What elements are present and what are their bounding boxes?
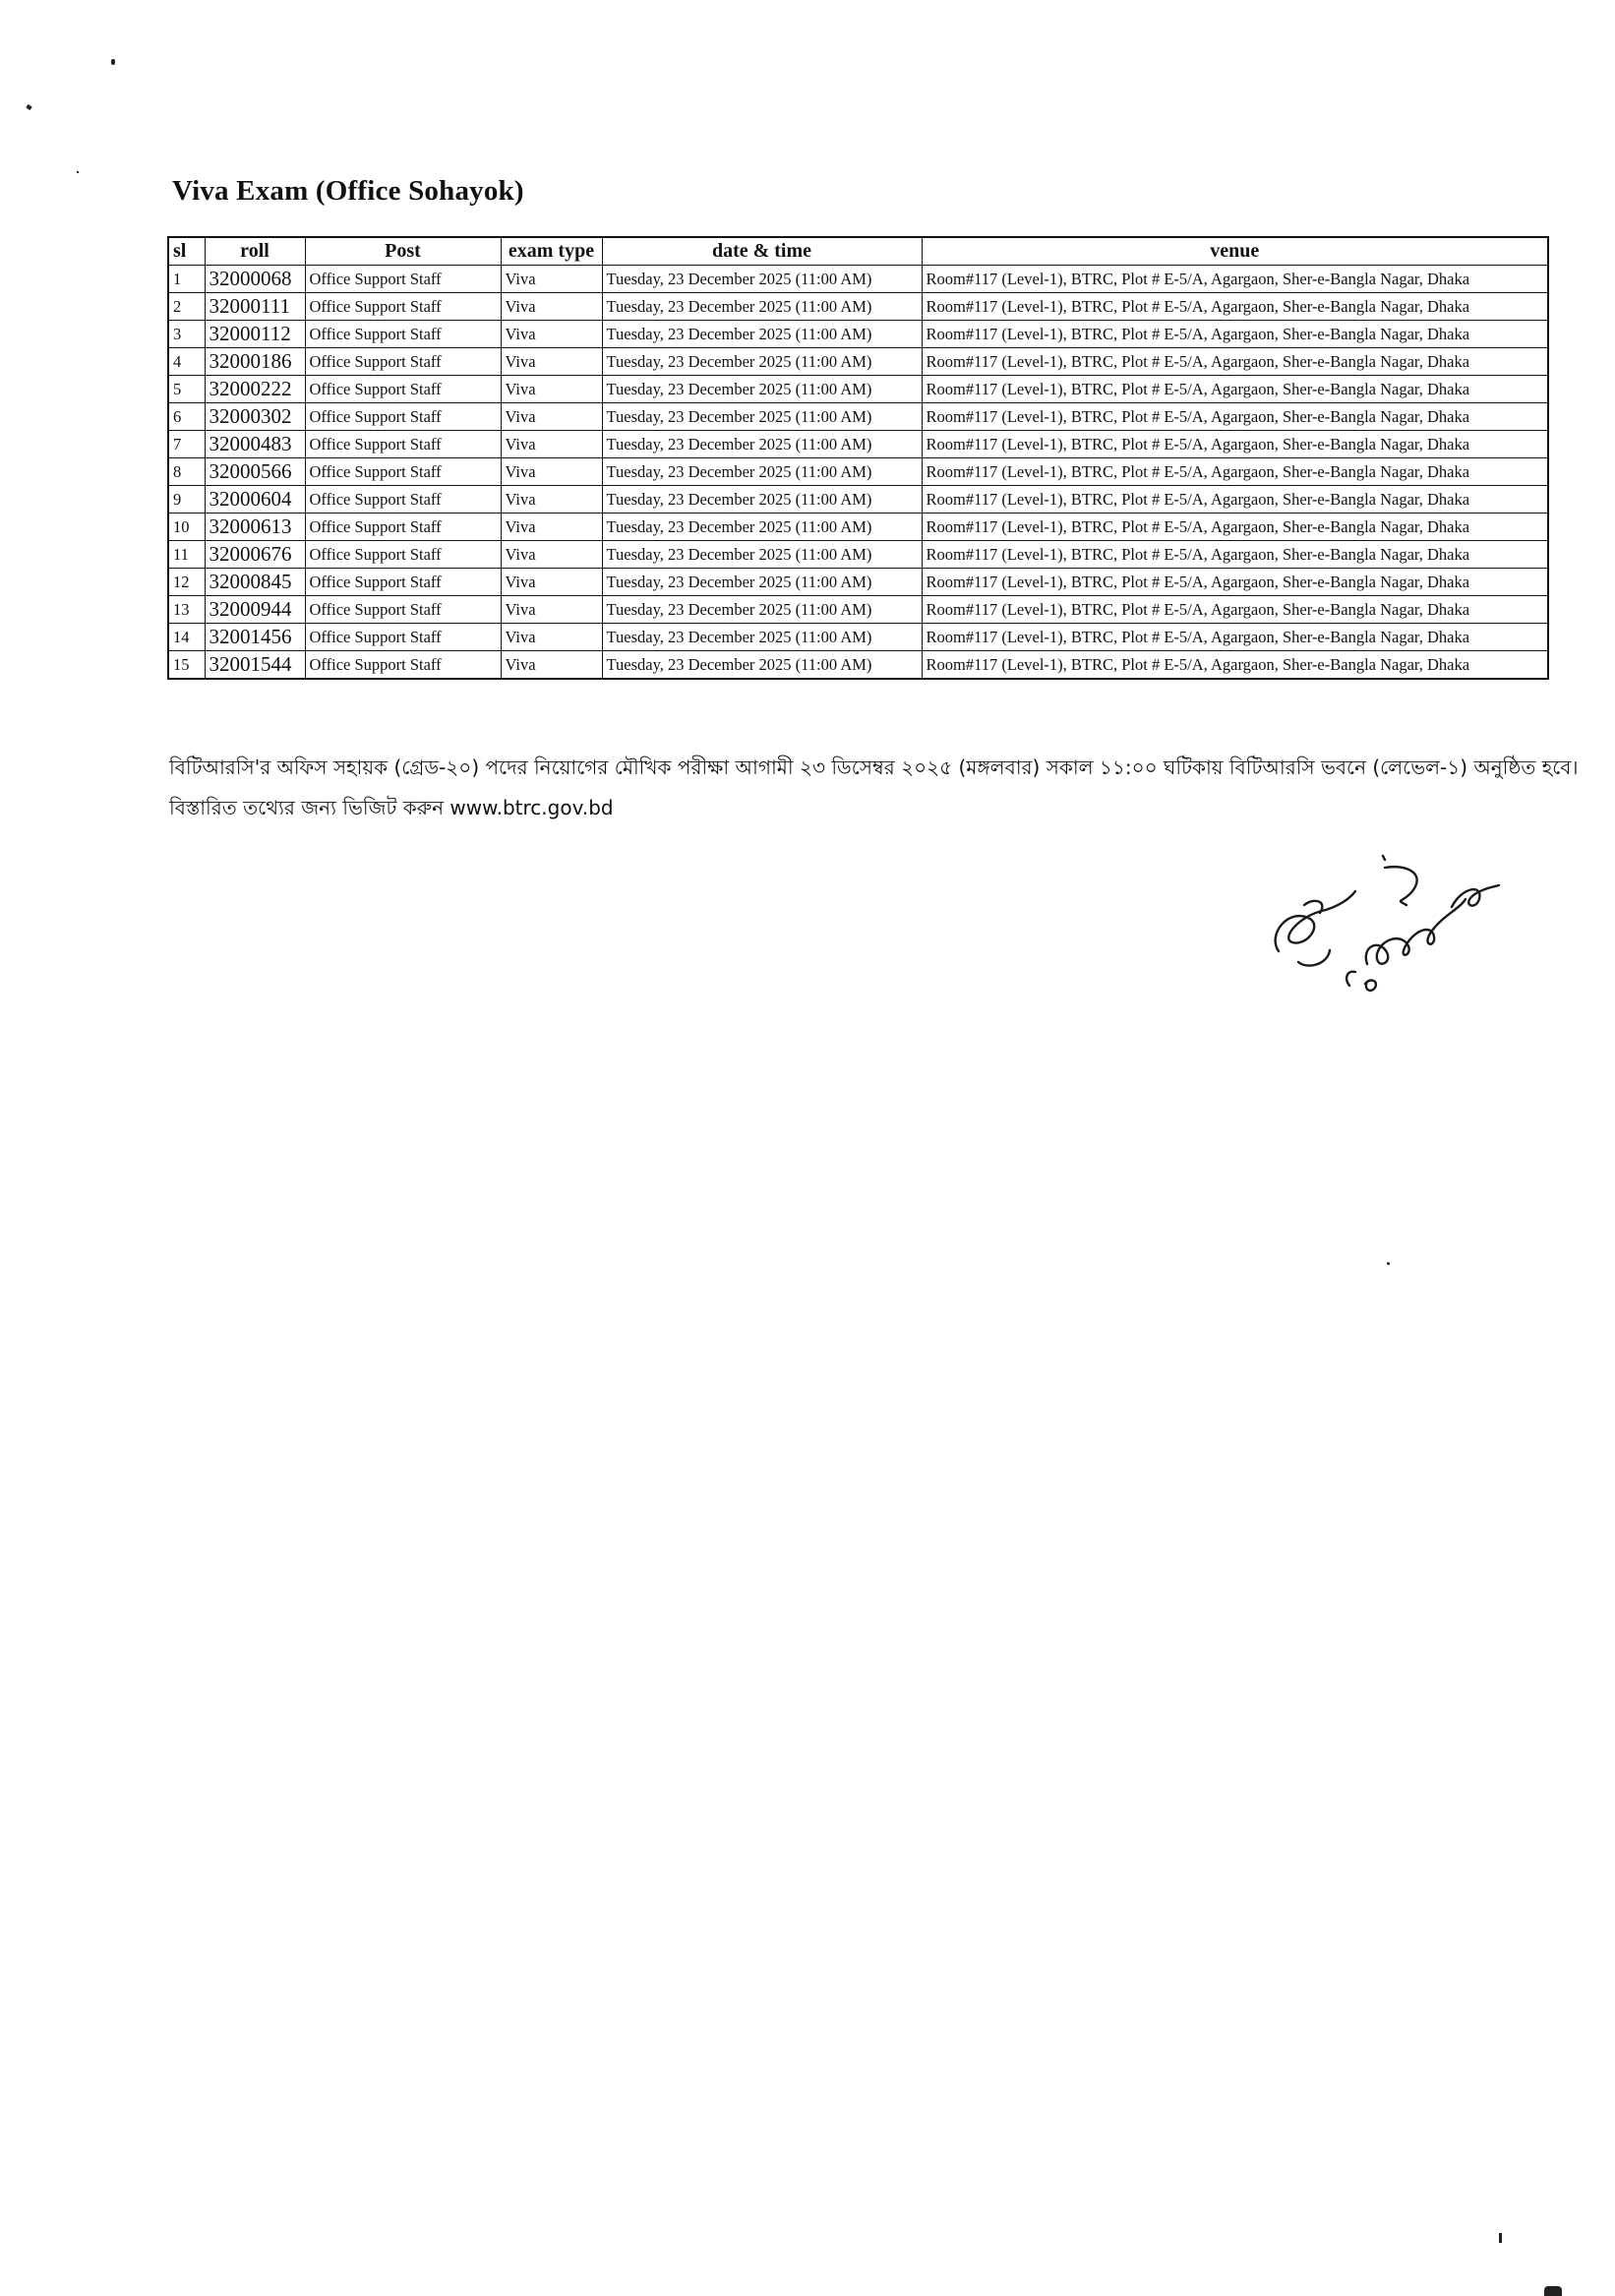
scan-speck (77, 171, 79, 173)
cell-exam-type: Viva (501, 376, 602, 403)
cell-venue: Room#117 (Level-1), BTRC, Plot # E-5/A, Agargaon, Sher-e-Bangla Nagar, Dhaka (922, 624, 1548, 651)
cell-venue: Room#117 (Level-1), BTRC, Plot # E-5/A, Agargaon, Sher-e-Bangla Nagar, Dhaka (922, 569, 1548, 596)
cell-post: Office Support Staff (305, 431, 501, 458)
cell-roll: 32000068 (205, 266, 305, 293)
cell-exam-type: Viva (501, 486, 602, 514)
cell-post: Office Support Staff (305, 293, 501, 321)
cell-exam-type: Viva (501, 348, 602, 376)
table-row (168, 348, 1548, 376)
table-row (168, 569, 1548, 596)
cell-roll: 32000604 (205, 486, 305, 514)
cell-exam-type: Viva (501, 458, 602, 486)
cell-sl: 4 (168, 348, 205, 376)
website-notice: বিস্তারিত তথ্যের জন্য ভিজিট করুন www.btrc.gov.bd (169, 796, 614, 819)
table-row (168, 431, 1548, 458)
cell-venue: Room#117 (Level-1), BTRC, Plot # E-5/A, Agargaon, Sher-e-Bangla Nagar, Dhaka (922, 266, 1548, 293)
cell-date-time: Tuesday, 23 December 2025 (11:00 AM) (602, 403, 922, 431)
cell-sl: 13 (168, 596, 205, 624)
table-row (168, 266, 1548, 293)
table-row (168, 596, 1548, 624)
table-row (168, 403, 1548, 431)
cell-sl: 9 (168, 486, 205, 514)
cell-exam-type: Viva (501, 293, 602, 321)
scan-speck (111, 59, 115, 65)
cell-roll: 32001456 (205, 624, 305, 651)
cell-sl: 15 (168, 651, 205, 680)
cell-roll: 32000302 (205, 403, 305, 431)
cell-sl: 10 (168, 514, 205, 541)
cell-sl: 3 (168, 321, 205, 348)
table-header-row (168, 237, 1548, 266)
cell-date-time: Tuesday, 23 December 2025 (11:00 AM) (602, 624, 922, 651)
cell-exam-type: Viva (501, 569, 602, 596)
table-row (168, 293, 1548, 321)
cell-roll: 32001544 (205, 651, 305, 680)
cell-venue: Room#117 (Level-1), BTRC, Plot # E-5/A, Agargaon, Sher-e-Bangla Nagar, Dhaka (922, 541, 1548, 569)
scan-speck (26, 104, 31, 110)
cell-roll: 32000222 (205, 376, 305, 403)
cell-venue: Room#117 (Level-1), BTRC, Plot # E-5/A, Agargaon, Sher-e-Bangla Nagar, Dhaka (922, 321, 1548, 348)
cell-roll: 32000944 (205, 596, 305, 624)
cell-venue: Room#117 (Level-1), BTRC, Plot # E-5/A, Agargaon, Sher-e-Bangla Nagar, Dhaka (922, 293, 1548, 321)
table-row (168, 321, 1548, 348)
cell-date-time: Tuesday, 23 December 2025 (11:00 AM) (602, 348, 922, 376)
cell-exam-type: Viva (501, 514, 602, 541)
cell-date-time: Tuesday, 23 December 2025 (11:00 AM) (602, 569, 922, 596)
scan-speck (1387, 1262, 1390, 1265)
cell-exam-type: Viva (501, 624, 602, 651)
cell-roll: 32000676 (205, 541, 305, 569)
cell-venue: Room#117 (Level-1), BTRC, Plot # E-5/A, Agargaon, Sher-e-Bangla Nagar, Dhaka (922, 458, 1548, 486)
cell-venue: Room#117 (Level-1), BTRC, Plot # E-5/A, Agargaon, Sher-e-Bangla Nagar, Dhaka (922, 431, 1548, 458)
cell-sl: 1 (168, 266, 205, 293)
column-header-date-time: date & time (602, 237, 922, 266)
cell-post: Office Support Staff (305, 596, 501, 624)
cell-roll: 32000845 (205, 569, 305, 596)
cell-date-time: Tuesday, 23 December 2025 (11:00 AM) (602, 293, 922, 321)
table-row (168, 376, 1548, 403)
cell-venue: Room#117 (Level-1), BTRC, Plot # E-5/A, Agargaon, Sher-e-Bangla Nagar, Dhaka (922, 651, 1548, 680)
column-header-sl: sl (168, 237, 205, 266)
cell-post: Office Support Staff (305, 458, 501, 486)
cell-date-time: Tuesday, 23 December 2025 (11:00 AM) (602, 541, 922, 569)
cell-post: Office Support Staff (305, 569, 501, 596)
scan-speck (1544, 2286, 1562, 2296)
cell-exam-type: Viva (501, 321, 602, 348)
cell-venue: Room#117 (Level-1), BTRC, Plot # E-5/A, Agargaon, Sher-e-Bangla Nagar, Dhaka (922, 376, 1548, 403)
cell-date-time: Tuesday, 23 December 2025 (11:00 AM) (602, 486, 922, 514)
cell-venue: Room#117 (Level-1), BTRC, Plot # E-5/A, Agargaon, Sher-e-Bangla Nagar, Dhaka (922, 514, 1548, 541)
cell-post: Office Support Staff (305, 376, 501, 403)
cell-sl: 14 (168, 624, 205, 651)
column-header-venue: venue (922, 237, 1548, 266)
cell-date-time: Tuesday, 23 December 2025 (11:00 AM) (602, 321, 922, 348)
cell-roll: 32000566 (205, 458, 305, 486)
page-title: Viva Exam (Office Sohayok) (172, 175, 524, 207)
cell-venue: Room#117 (Level-1), BTRC, Plot # E-5/A, Agargaon, Sher-e-Bangla Nagar, Dhaka (922, 348, 1548, 376)
cell-exam-type: Viva (501, 266, 602, 293)
table-row (168, 651, 1548, 680)
column-header-exam-type: exam type (501, 237, 602, 266)
cell-sl: 5 (168, 376, 205, 403)
cell-post: Office Support Staff (305, 651, 501, 680)
cell-sl: 2 (168, 293, 205, 321)
cell-post: Office Support Staff (305, 624, 501, 651)
cell-post: Office Support Staff (305, 321, 501, 348)
cell-sl: 12 (168, 569, 205, 596)
cell-roll: 32000112 (205, 321, 305, 348)
table-row (168, 486, 1548, 514)
column-header-post: Post (305, 237, 501, 266)
cell-date-time: Tuesday, 23 December 2025 (11:00 AM) (602, 651, 922, 680)
cell-post: Office Support Staff (305, 514, 501, 541)
table-row (168, 458, 1548, 486)
cell-date-time: Tuesday, 23 December 2025 (11:00 AM) (602, 376, 922, 403)
notice-text: বিটিআরসি'র অফিস সহায়ক (গ্রেড-২০) পদের নিয়োগের মৌখিক পরীক্ষা আগামী ২৩ ডিসেম্বর ২০২৫ (মঙ্গলবার) সকাল ১১:০০ ঘটিকায় বিটিআরসি ভবনে (লেভেল-১) অনুষ্ঠিত হবে। (169, 755, 1579, 779)
cell-post: Office Support Staff (305, 266, 501, 293)
table-body (168, 266, 1548, 680)
cell-date-time: Tuesday, 23 December 2025 (11:00 AM) (602, 596, 922, 624)
cell-venue: Room#117 (Level-1), BTRC, Plot # E-5/A, Agargaon, Sher-e-Bangla Nagar, Dhaka (922, 486, 1548, 514)
cell-exam-type: Viva (501, 431, 602, 458)
cell-date-time: Tuesday, 23 December 2025 (11:00 AM) (602, 458, 922, 486)
cell-sl: 7 (168, 431, 205, 458)
cell-post: Office Support Staff (305, 403, 501, 431)
cell-roll: 32000186 (205, 348, 305, 376)
cell-post: Office Support Staff (305, 348, 501, 376)
cell-exam-type: Viva (501, 596, 602, 624)
cell-exam-type: Viva (501, 651, 602, 680)
cell-exam-type: Viva (501, 403, 602, 431)
cell-exam-type: Viva (501, 541, 602, 569)
cell-roll: 32000483 (205, 431, 305, 458)
cell-sl: 6 (168, 403, 205, 431)
cell-date-time: Tuesday, 23 December 2025 (11:00 AM) (602, 266, 922, 293)
schedule-table (167, 236, 1549, 680)
scan-speck (1499, 2233, 1502, 2243)
cell-venue: Room#117 (Level-1), BTRC, Plot # E-5/A, Agargaon, Sher-e-Bangla Nagar, Dhaka (922, 403, 1548, 431)
table-row (168, 624, 1548, 651)
handwritten-signature (1259, 848, 1515, 1015)
cell-date-time: Tuesday, 23 December 2025 (11:00 AM) (602, 514, 922, 541)
cell-post: Office Support Staff (305, 541, 501, 569)
column-header-roll: roll (205, 237, 305, 266)
cell-roll: 32000111 (205, 293, 305, 321)
cell-roll: 32000613 (205, 514, 305, 541)
cell-sl: 8 (168, 458, 205, 486)
cell-venue: Room#117 (Level-1), BTRC, Plot # E-5/A, Agargaon, Sher-e-Bangla Nagar, Dhaka (922, 596, 1548, 624)
cell-sl: 11 (168, 541, 205, 569)
cell-date-time: Tuesday, 23 December 2025 (11:00 AM) (602, 431, 922, 458)
cell-post: Office Support Staff (305, 486, 501, 514)
table-row (168, 514, 1548, 541)
table-row (168, 541, 1548, 569)
